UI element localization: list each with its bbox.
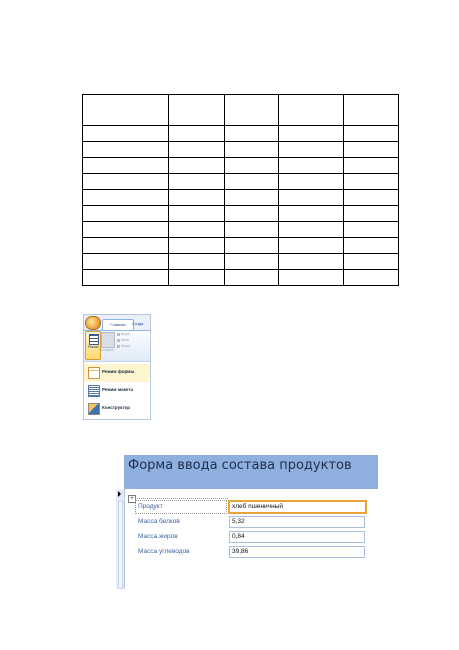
empty-table <box>82 94 399 286</box>
field-label-protein: Масса белков <box>138 518 180 525</box>
cut-icon[interactable] <box>117 333 120 336</box>
table-cell <box>344 95 399 126</box>
menu-item-label: Конструктор <box>102 405 131 410</box>
table-row <box>83 126 399 142</box>
menu-item-design-view[interactable] <box>84 400 150 418</box>
view-button-label: Режим <box>87 345 99 349</box>
tab-create[interactable]: Созда <box>132 321 144 326</box>
office-button-icon[interactable] <box>85 316 101 330</box>
protein-field[interactable]: 5,32 <box>229 516 365 528</box>
access-ribbon <box>83 314 151 420</box>
layout-view-icon <box>88 385 100 397</box>
table-row <box>83 158 399 174</box>
product-field[interactable]: хлеб пшеничный <box>228 500 367 514</box>
menu-item-label: Режим формы <box>102 369 135 374</box>
current-record-arrow-icon <box>118 491 121 497</box>
view-icon <box>89 334 99 345</box>
form-title: Форма ввода состава продуктов <box>128 458 352 473</box>
paste-label: Вставить <box>99 348 114 352</box>
table-cell <box>225 95 279 126</box>
format-painter-icon[interactable] <box>117 345 120 348</box>
copy-icon[interactable] <box>117 339 120 342</box>
access-form <box>116 455 378 589</box>
layout-guide <box>135 498 228 499</box>
table-row <box>83 190 399 206</box>
cut-label: Выре <box>121 332 130 336</box>
menu-item-label: Режим макета <box>102 387 134 392</box>
carbs-field[interactable]: 39,86 <box>229 546 365 558</box>
format-painter-label: Форм <box>121 344 130 348</box>
table-row <box>83 142 399 158</box>
table-cell <box>279 95 344 126</box>
view-button[interactable] <box>85 331 101 360</box>
table-cell <box>83 95 169 126</box>
copy-label: Копи <box>121 338 129 342</box>
table-row <box>83 222 399 238</box>
record-selector[interactable] <box>116 489 125 589</box>
table-cell <box>169 95 225 126</box>
form-header <box>124 455 378 489</box>
menu-item-layout-view[interactable] <box>84 382 150 400</box>
table-header-row <box>83 95 399 126</box>
form-view-icon <box>88 367 100 379</box>
menu-item-form-view[interactable] <box>84 364 150 382</box>
table-row <box>83 238 399 254</box>
tab-home[interactable]: Главная <box>102 319 134 330</box>
layout-expand-icon[interactable]: + <box>128 495 136 503</box>
fat-field[interactable]: 0,84 <box>229 531 365 543</box>
field-label-carbs: Масса углеводов <box>138 548 190 555</box>
table-row <box>83 254 399 270</box>
field-label-fat: Масса жиров <box>138 533 178 540</box>
field-label-product: Продукт <box>138 503 163 510</box>
table-row <box>83 206 399 222</box>
design-view-icon <box>88 403 100 415</box>
table-row <box>83 174 399 190</box>
record-selector-bar <box>118 501 123 589</box>
table-row <box>83 270 399 286</box>
paste-icon[interactable] <box>101 332 115 348</box>
view-dropdown-menu <box>84 361 150 420</box>
